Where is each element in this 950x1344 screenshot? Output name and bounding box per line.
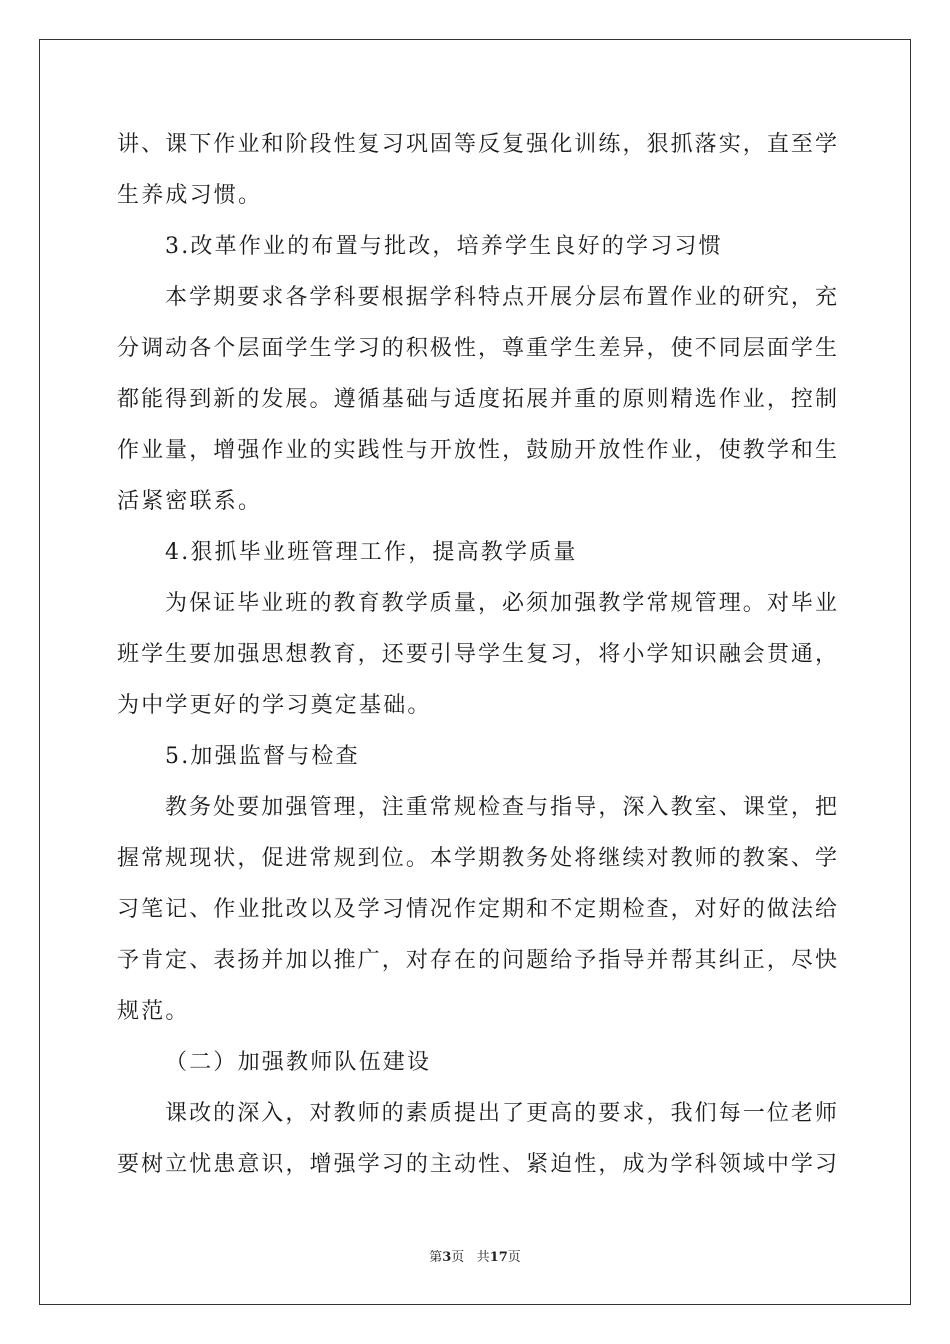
text-line: 生养成习惯。 [117,183,263,208]
text-line: 分调动各个层面学生学习的积极性，尊重学生差异，使不同层面学生 [117,336,837,361]
text-line: 班学生要加强思想教育，还要引导学生复习，将小学知识融会贯通， [117,642,837,667]
section-heading: （二）加强教师队伍建设 [165,1050,432,1075]
section-heading: 4.狠抓毕业班管理工作，提高教学质量 [165,540,578,565]
text-line: 为保证毕业班的教育教学质量，必须加强教学常规管理。对毕业 [165,591,837,616]
text-line: 教务处要加强管理，注重常规检查与指导，深入教室、课堂，把 [165,795,837,820]
page-footer [0,1246,950,1265]
footer-page-suffix: 页 [451,1250,465,1265]
text-line: 本学期要求各学科要根据学科特点开展分层布置作业的研究，充 [165,285,837,310]
text-line: 都能得到新的发展。遵循基础与适度拓展并重的原则精选作业，控制 [117,387,837,412]
text-line: 为中学更好的学习奠定基础。 [117,693,432,718]
text-line: 活紧密联系。 [117,489,263,514]
footer-total-prefix: 共 [476,1250,490,1265]
footer-page-prefix: 第 [429,1250,443,1265]
text-line: 握常规现状，促进常规到位。本学期教务处将继续对教师的教案、学 [117,846,837,871]
text-line: 予肯定、表扬并加以推广，对存在的问题给予指导并帮其纠正，尽快 [117,948,837,973]
text-line: 课改的深入，对教师的素质提出了更高的要求，我们每一位老师 [165,1101,837,1126]
section-heading: 5.加强监督与检查 [165,744,360,769]
section-heading: 3.改革作业的布置与批改，培养学生良好的学习习惯 [165,234,723,259]
text-line: 规范。 [117,999,190,1024]
footer-page-number: 3 [442,1250,452,1265]
document-body [117,119,837,1190]
footer-total-pages: 17 [489,1250,508,1265]
footer-total-suffix: 页 [507,1250,521,1265]
text-line: 要树立忧患意识，增强学习的主动性、紧迫性，成为学科领域中学习 [117,1152,837,1177]
text-line: 作业量，增强作业的实践性与开放性，鼓励开放性作业，使教学和生 [117,438,837,463]
text-line: 讲、课下作业和阶段性复习巩固等反复强化训练，狠抓落实，直至学 [117,132,837,157]
text-line: 习笔记、作业批改以及学习情况作定期和不定期检查，对好的做法给 [117,897,837,922]
